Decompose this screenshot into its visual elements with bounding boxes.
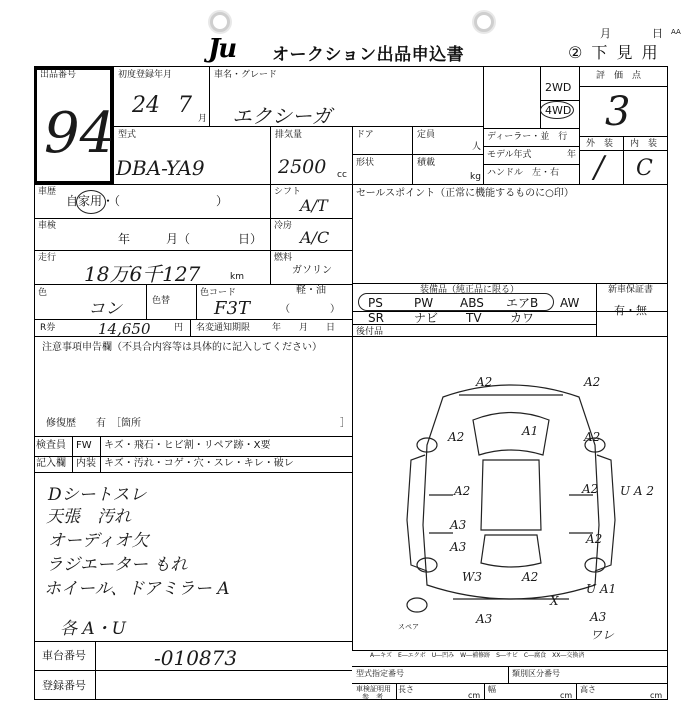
model-value: DBA-YA9 — [116, 156, 205, 180]
height-cm: cm — [650, 691, 663, 700]
drive-2wd: 2WD — [545, 81, 572, 94]
cooler-label: 冷房 — [274, 221, 293, 231]
equip-tv: TV — [466, 311, 482, 325]
equip-abs: ABS — [460, 296, 484, 310]
form-title: オークション出品申込書 — [272, 45, 465, 65]
mark-front-left: A2 — [476, 375, 493, 389]
equip-aw: AW — [560, 296, 580, 310]
interior-value: C — [636, 156, 653, 181]
exterior-value: / — [594, 150, 605, 185]
mark-crack: ワレ — [590, 628, 615, 642]
spare-label: スペア — [398, 623, 419, 631]
repair-bracket: ］ — [340, 418, 350, 429]
color-change-label: 色替 — [152, 296, 171, 306]
equip-ps: PS — [368, 296, 383, 310]
recycle-label: R券 — [40, 323, 56, 333]
cert-label: 車検証明用 — [356, 685, 391, 693]
width-label: 幅 — [488, 685, 496, 694]
mark-door-right-rear: A2 — [586, 532, 603, 546]
chassis-value: -010873 — [154, 646, 238, 670]
equip-sr: SR — [368, 311, 384, 325]
mark-hood: A1 — [522, 424, 539, 438]
warranty-text: 有・無 — [614, 304, 647, 317]
mark-rear-left: A3 — [450, 540, 467, 554]
mark-front-right: A2 — [584, 375, 601, 389]
note-line-4: ラジエーター もれ — [46, 555, 188, 575]
reg-number-label: 登録番号 — [42, 679, 86, 692]
note-bottom: 各 A・U — [60, 619, 127, 639]
chassis-label: 車台番号 — [42, 649, 86, 662]
fuel-text-3: （ ） — [280, 304, 340, 315]
door-label: ドア — [356, 130, 374, 140]
damage-legend: A―キズ E―エクボ U―凹み W―補修跡 S―サビ C―腐食 XX―交換済 — [370, 652, 585, 659]
shape-label: 形状 — [356, 158, 375, 168]
height-label: 高さ — [580, 685, 596, 694]
color-label: 色 — [38, 288, 48, 298]
mark-fender-left: A2 — [448, 430, 465, 444]
equipment-label: 装備品（純正品に限る） — [420, 285, 520, 295]
grade-label: 評 価 点 — [596, 71, 642, 81]
payload-label: 積載 — [417, 158, 436, 168]
first-reg-month: 7 — [178, 93, 192, 118]
note-line-2: 天張 汚れ — [46, 507, 131, 527]
drive-4wd-circle — [540, 101, 574, 119]
in-label: 内装 — [76, 458, 96, 469]
fw-label: FW — [76, 440, 92, 451]
mark-fender-right: A2 — [584, 430, 601, 444]
history-label: 車歴 — [38, 187, 57, 197]
punch-hole-left — [210, 12, 230, 32]
mark-rear-bumper-left: A3 — [476, 612, 493, 626]
mark-door-left: A2 — [454, 484, 471, 498]
history-circle — [76, 190, 106, 214]
fuel-text-1: ガソリン — [292, 265, 332, 276]
color-code-label: 色コード — [200, 288, 237, 298]
mileage-value: 18万6千127 — [84, 262, 201, 286]
interior-label: 内 装 — [630, 139, 658, 149]
equip-airbag: エアB — [506, 296, 539, 310]
day-label: 日 — [652, 27, 663, 40]
mark-side-right: U A 2 — [620, 484, 655, 498]
mark-rear-right: U A1 — [586, 582, 617, 596]
sales-point-label: セールスポイント（正常に機能するものに○印） — [356, 188, 574, 199]
entry-label: 記入欄 — [36, 458, 66, 469]
fw-items: キズ・飛石・ヒビ割・リペア跡・X要 — [104, 440, 271, 451]
mark-door-right-front: A2 — [582, 482, 599, 496]
color-value: コン — [88, 299, 122, 319]
displacement-value: 2500 — [278, 156, 327, 178]
model-label: 型式 — [118, 130, 137, 140]
length-cm: cm — [468, 691, 481, 700]
equip-circles — [358, 293, 554, 311]
first-reg-year: 24 — [132, 93, 160, 118]
equip-leather: カワ — [510, 311, 535, 325]
grade-value: 3 — [605, 89, 631, 135]
inspection-label: 車検 — [38, 221, 57, 231]
lot-number-label: 出品番号 — [40, 70, 77, 80]
first-reg-label: 初度登録年月 — [118, 70, 173, 80]
aa-label: AA — [671, 28, 681, 36]
displacement-unit: cc — [337, 170, 347, 180]
displacement-label: 排気量 — [275, 130, 303, 140]
mileage-label: 走行 — [38, 253, 57, 263]
note-line-5: ホイール、ドアミラー A — [44, 579, 230, 599]
handle-label: ハンドル 左・右 — [487, 168, 560, 178]
class-code-label: 類別区分番号 — [512, 669, 560, 678]
punch-hole-right — [474, 12, 494, 32]
model-year-unit: 年 — [567, 150, 577, 160]
length-label: 長さ — [398, 685, 414, 694]
lot-number-value: 94 — [44, 101, 116, 166]
recycle-unit: 円 — [174, 323, 184, 333]
note-line-1: Dシートスレ — [48, 485, 147, 505]
mark-trunk: A2 — [522, 570, 539, 584]
mark-rear-bumper-right: A3 — [590, 610, 607, 624]
equip-navi: ナビ — [414, 311, 439, 325]
drive-4wd: 4WD — [545, 104, 572, 117]
in-items: キズ・汚れ・コゲ・穴・スレ・キレ・破レ — [104, 458, 294, 469]
exterior-label: 外 装 — [586, 139, 614, 149]
mark-quarter-left: W3 — [462, 570, 482, 584]
shift-value: A/T — [300, 196, 328, 215]
color-code-value: F3T — [214, 298, 250, 319]
first-reg-month-suffix: 月 — [198, 114, 208, 124]
spec-code-label: 型式指定番号 — [356, 669, 404, 678]
warranty-label: 新車保証書 — [608, 285, 654, 295]
dealer-label: ディーラー・並 行 — [487, 132, 568, 142]
aftermarket-label: 後付品 — [356, 327, 384, 337]
ju-logo: Ju — [208, 34, 236, 64]
fuel-text-2: 軽・油 — [296, 285, 326, 296]
mark-rocker-left: A3 — [450, 518, 467, 532]
car-name-value: エクシーガ — [232, 104, 332, 128]
mark-rear-bumper-x: X — [550, 594, 559, 608]
model-year-label: モデル年式 — [487, 150, 532, 160]
month-label: 月 — [600, 27, 611, 40]
inspection-text: 年 月（ 日） — [118, 232, 263, 246]
repair-label: 修復歴 有 ［箇所 — [46, 418, 141, 429]
capacity-label: 定員 — [417, 130, 436, 140]
mileage-unit: km — [230, 272, 244, 282]
notes-label: 注意事項申告欄（不具合内容等は具体的に記入してください） — [42, 342, 322, 353]
recycle-value: 14,650 — [98, 320, 151, 338]
fuel-label: 燃料 — [274, 253, 293, 263]
inspector-label: 検査員 — [36, 440, 66, 451]
history-text: 自家用・（ ） — [66, 194, 229, 208]
equip-pw: PW — [414, 296, 434, 310]
capacity-unit: 人 — [472, 142, 482, 152]
car-name-label: 車名・グレード — [214, 70, 278, 80]
notice-text: 年 月 日 — [272, 323, 336, 333]
cooler-value: A/C — [300, 228, 330, 247]
width-cm: cm — [560, 691, 573, 700]
note-line-3: オーディオ欠 — [48, 531, 149, 551]
shift-label: シフト — [274, 187, 302, 197]
copy-label: ② 下 見 用 — [568, 43, 660, 62]
payload-unit: kg — [470, 172, 481, 182]
ref-label: 参 考 — [362, 693, 383, 701]
notice-label: 名変通知期限 — [196, 323, 251, 333]
